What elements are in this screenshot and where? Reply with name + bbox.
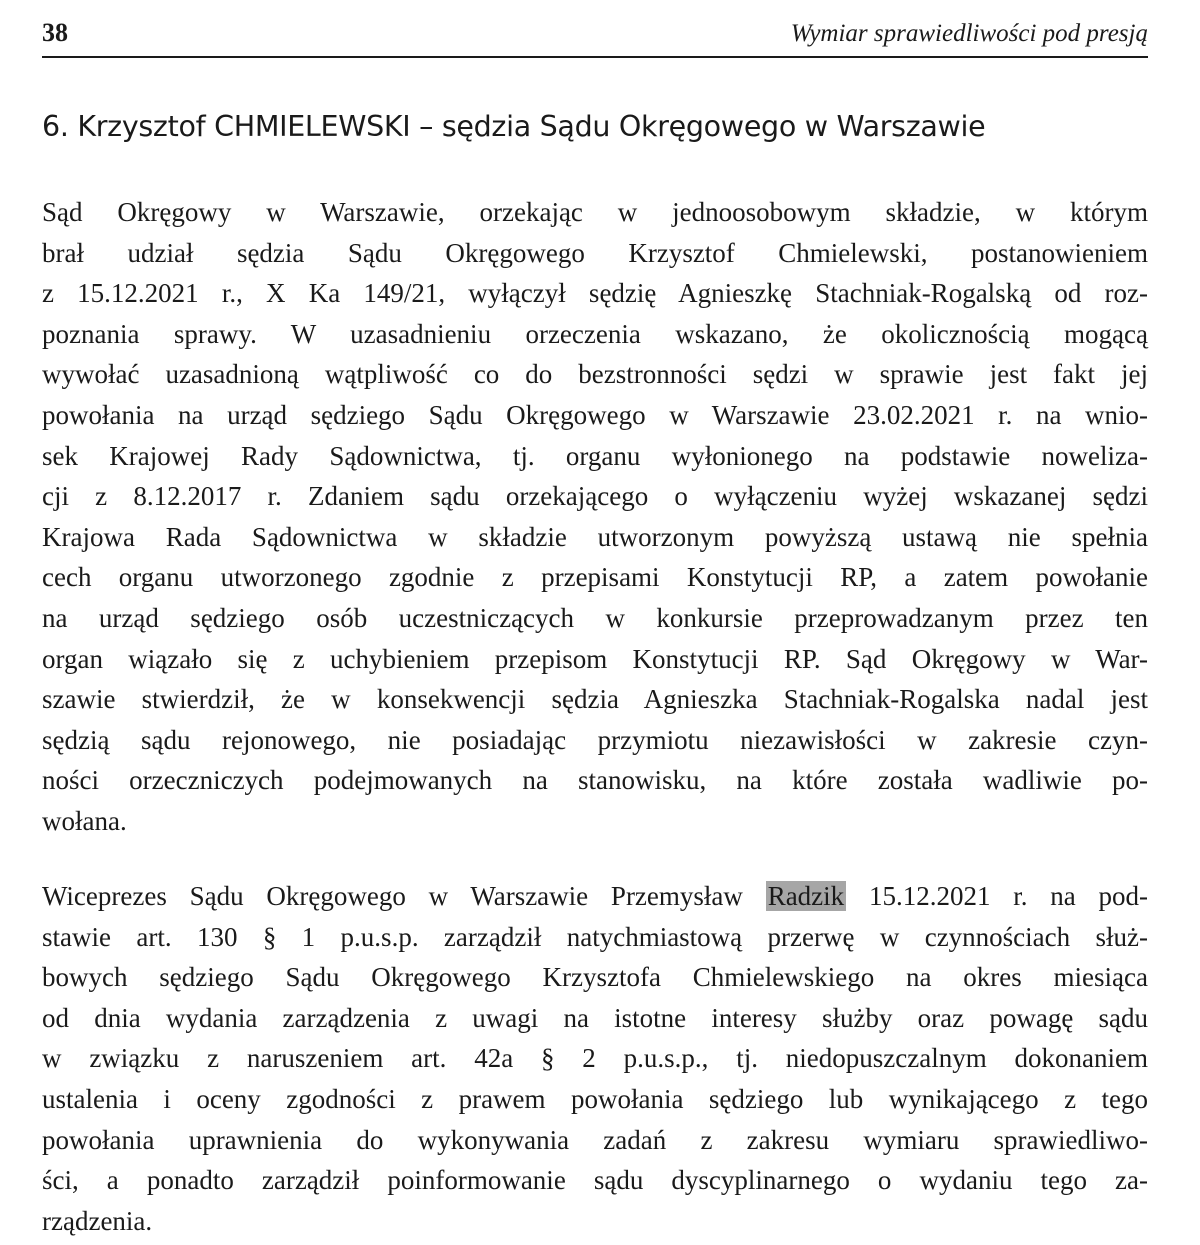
paragraph-1: [42, 192, 1148, 842]
section-heading: 6. Krzysztof CHMIELEWSKI – sędzia Sądu Okręgowego w Warszawie: [42, 110, 986, 143]
text-line: Sąd Okręgowy w Warszawie, orzekając w jednoosobowym składzie, w którym: [42, 197, 1148, 227]
text-line: na urząd sędziego osób uczestniczących w konkursie przeprowadzanym przez ten: [42, 602, 1148, 633]
page-number: 38: [42, 18, 68, 47]
text-line: brał udział sędzia Sądu Okręgowego Krzysztof Chmielewski, postanowieniem: [42, 237, 1148, 268]
text-line-first: [42, 876, 1148, 917]
text-before-highlight: Wiceprezes Sądu Okręgowego w Warszawie Przemysław: [42, 881, 743, 911]
running-header: [42, 18, 1148, 52]
running-title: Wymiar sprawiedliwości pod presją: [790, 20, 1148, 47]
text-line: bowych sędziego Sądu Okręgowego Krzysztofa Chmielewskiego na okres miesiąca: [42, 962, 1148, 993]
text-line: cji z 8.12.2017 r. Zdaniem sądu orzekającego o wyłączeniu wyżej wskazanej sędzi: [42, 481, 1148, 512]
header-rule: [42, 56, 1148, 58]
text-line: organ wiązało się z uchybieniem przepisom Konstytucji RP. Sąd Okręgowy w War-: [42, 643, 1148, 674]
text-line: powołania uprawnienia do wykonywania zadań z zakresu wymiaru sprawiedliwo-: [42, 1124, 1148, 1155]
text-line: ści, a ponadto zarządził poinformowanie sądu dyscyplinarnego o wydaniu tego za-: [42, 1165, 1148, 1196]
text-line: ustalenia i oceny zgodności z prawem powołania sędziego lub wynikającego z tego: [42, 1083, 1148, 1114]
text-line: szawie stwierdził, że w konsekwencji sędzia Agnieszka Stachniak-Rogalska nadal jest: [42, 684, 1148, 715]
text-line: w związku z naruszeniem art. 42a § 2 p.u.s.p., tj. niedopuszczalnym dokonaniem: [42, 1043, 1148, 1074]
text-line: ności orzeczniczych podejmowanych na stanowisku, na które została wadliwie po-: [42, 765, 1148, 796]
text-line: cech organu utworzonego zgodnie z przepisami Konstytucji RP, a zatem powołanie: [42, 562, 1148, 593]
paragraph-2: [42, 876, 1148, 1241]
text-line: Krajowa Rada Sądownictwa w składzie utworzonym powyższą ustawą nie spełnia: [42, 521, 1148, 552]
text-line: sek Krajowej Rady Sądownictwa, tj. organu wyłonionego na podstawie noweliza-: [42, 440, 1148, 471]
text-line: wywołać uzasadnioną wątpliwość co do bezstronności sędzi w sprawie jest fakt jej: [42, 359, 1148, 390]
text-line: poznania sprawy. W uzasadnieniu orzeczenia wskazano, że okolicznością mogącą: [42, 318, 1148, 349]
text-line: stawie art. 130 § 1 p.u.s.p. zarządził natychmiastową przerwę w czynnościach służ-: [42, 921, 1148, 952]
text-line: powołania na urząd sędziego Sądu Okręgowego w Warszawie 23.02.2021 r. na wnio-: [42, 399, 1148, 430]
text-after-highlight: 15.12.2021 r. na pod-: [868, 881, 1149, 911]
highlighted-word[interactable]: Radzik: [767, 881, 845, 911]
text-line: z 15.12.2021 r., X Ka 149/21, wyłączył sędzię Agnieszkę Stachniak-Rogalską od roz-: [42, 278, 1148, 309]
text-line: wołana.: [42, 805, 127, 836]
text-line: rządzenia.: [42, 1205, 153, 1236]
text-line: sędzią sądu rejonowego, nie posiadając przymiotu niezawisłości w zakresie czyn-: [42, 724, 1148, 755]
text-line: od dnia wydania zarządzenia z uwagi na istotne interesy służby oraz powagę sądu: [42, 1002, 1148, 1033]
